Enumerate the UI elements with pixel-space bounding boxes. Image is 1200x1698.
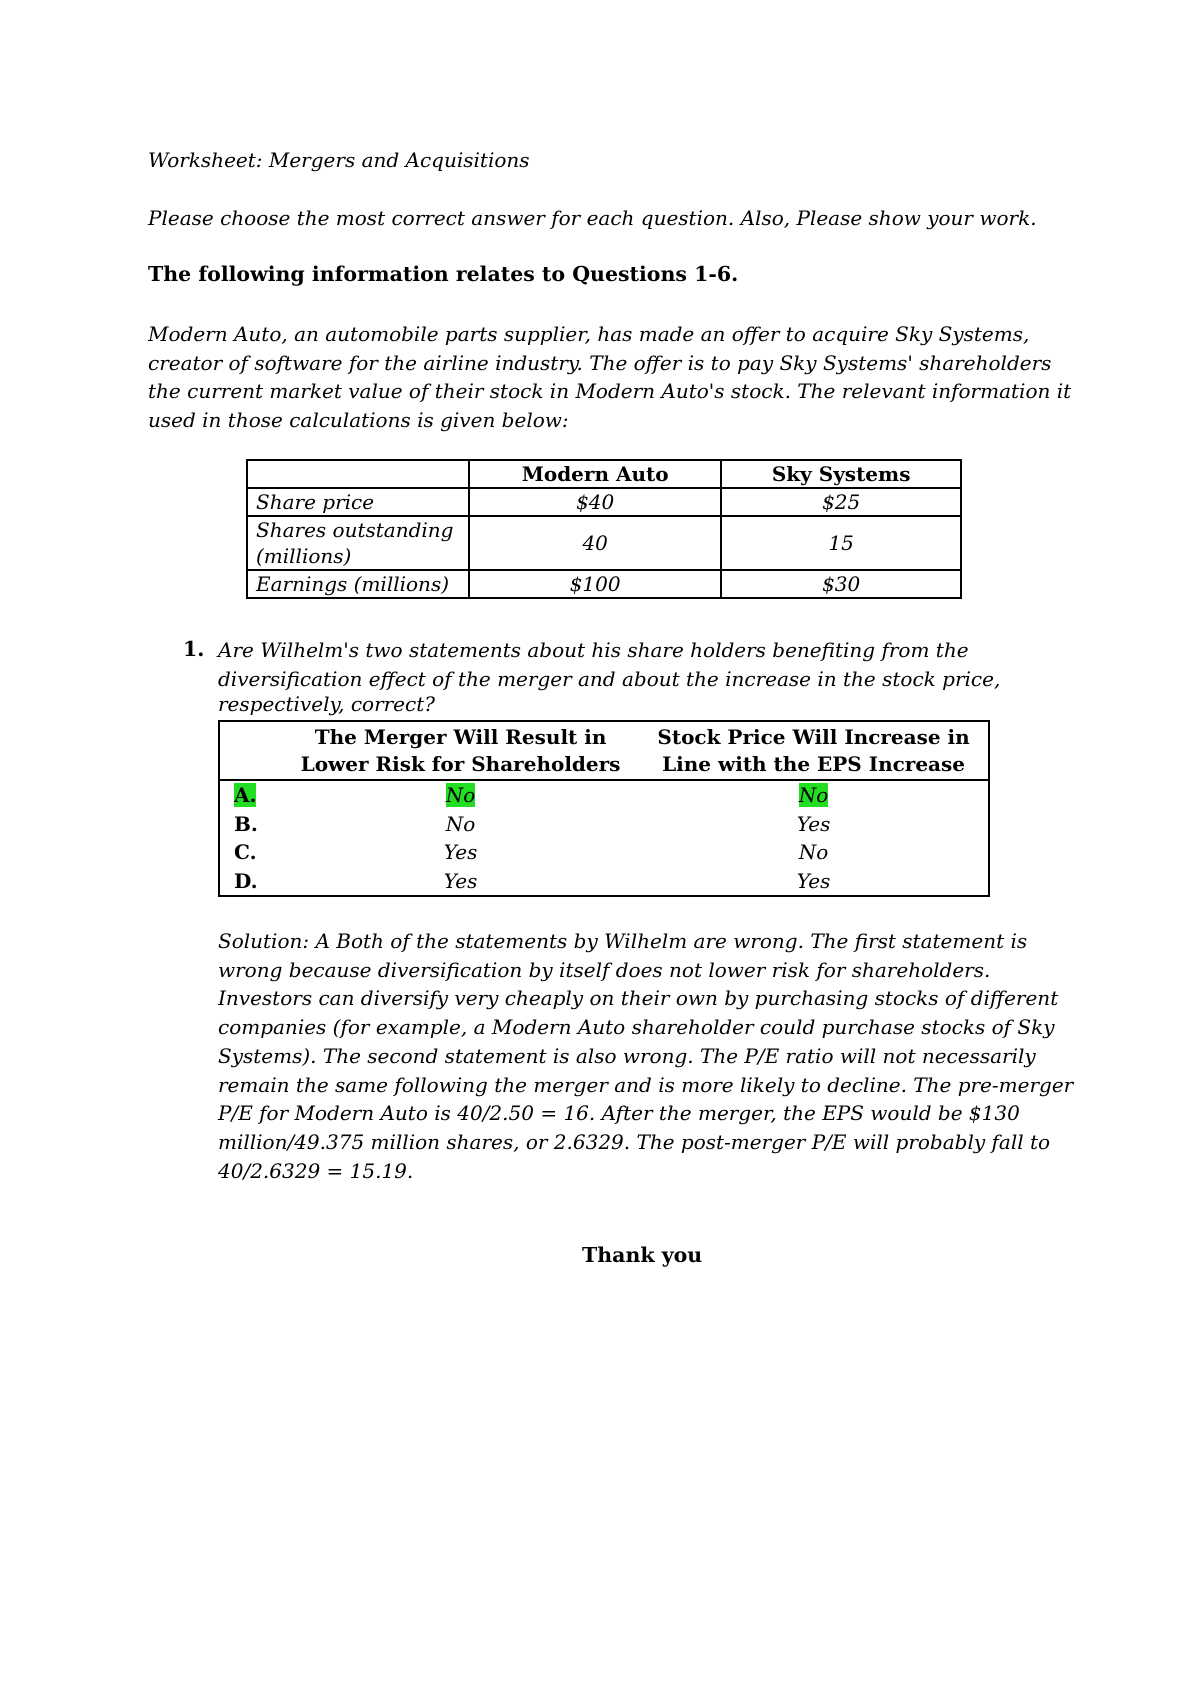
solution-line: Systems). The second statement is also wrong. The P/E ratio will not necessarily [218, 1043, 1036, 1068]
answer-header-lower-risk [282, 721, 639, 780]
question-line: Are Wilhelm's two statements about his share holders benefiting from the [218, 638, 969, 662]
sky-systems-value: 15 [721, 516, 961, 570]
solution-line: remain the same following the merger and is more likely to decline. The pre-merger [218, 1072, 1074, 1097]
table-header-modern-auto: Modern Auto [469, 460, 721, 488]
option-col1: Yes [443, 868, 478, 893]
option-letter: C. [234, 840, 257, 864]
intro-line: the current market value of their stock in Modern Auto's stock. The relevant information it [148, 379, 1072, 404]
solution-line: companies (for example, a Modern Auto shareholder could purchase stocks of Sky [218, 1015, 1055, 1040]
option-col1 [282, 780, 639, 810]
option-col2: Yes [796, 811, 831, 836]
modern-auto-value: $100 [469, 570, 721, 598]
header-line: Stock Price Will Increase in [657, 725, 970, 749]
modern-auto-value: 40 [469, 516, 721, 570]
closing-text: Thank you [582, 1243, 703, 1267]
solution-line: Investors can diversify very cheaply on their own by purchasing stocks of different [218, 986, 1059, 1011]
solution-line: wrong because diversification by itself does not lower risk for shareholders. [218, 957, 991, 982]
table-row [247, 570, 961, 598]
question-number: 1. [183, 637, 205, 661]
answer-option-row [219, 780, 989, 810]
sky-systems-value: $30 [721, 570, 961, 598]
sky-systems-value: $25 [721, 488, 961, 516]
highlight: No [798, 783, 829, 807]
solution-line: million/49.375 million shares, or 2.6329. The post-merger P/E will probably fall to [218, 1129, 1051, 1154]
row-label: Shares outstanding (millions) [247, 516, 469, 570]
section-heading: The following information relates to Questions 1-6. [148, 262, 739, 286]
solution-line: 40/2.6329 = 15.19. [218, 1158, 414, 1183]
company-data-table [246, 459, 962, 599]
worksheet-title: Worksheet: Mergers and Acquisitions [148, 148, 530, 172]
header-line: The Merger Will Result in [314, 725, 607, 749]
solution-line: Solution: A Both of the statements by Wilhelm are wrong. The first statement is [218, 929, 1028, 953]
question-text [218, 636, 1000, 715]
option-col2: No [798, 840, 829, 864]
intro-line: used in those calculations is given below: [148, 408, 569, 433]
answer-option-row [219, 867, 989, 897]
answer-header-row [219, 721, 989, 780]
answer-header-blank [219, 721, 282, 780]
option-letter [219, 780, 282, 810]
answer-option-row [219, 838, 989, 867]
table-header-row [247, 460, 961, 488]
answer-option-row [219, 810, 989, 839]
option-col1: Yes [443, 840, 478, 864]
table-header-sky-systems: Sky Systems [721, 460, 961, 488]
highlight: A. [234, 783, 257, 807]
table-row [247, 516, 961, 570]
instructions: Please choose the most correct answer for each question. Also, Please show your work. [148, 206, 1037, 230]
solution-line: P/E for Modern Auto is 40/2.50 = 16. After the merger, the EPS would be $130 [218, 1101, 1020, 1126]
row-label: Earnings (millions) [247, 570, 469, 598]
answer-header-stock-price [639, 721, 989, 780]
highlight: No [445, 783, 476, 807]
option-col2: Yes [796, 868, 831, 893]
header-line: Line with the EPS Increase [662, 752, 965, 776]
option-letter: B. [234, 811, 258, 836]
option-col2 [639, 780, 989, 810]
question-line: diversification effect of the merger and about the increase in the stock price, [218, 666, 1001, 691]
option-letter: D. [234, 868, 258, 893]
row-label: Share price [247, 488, 469, 516]
header-line: Lower Risk for Shareholders [300, 752, 621, 776]
option-col1: No [445, 811, 476, 836]
solution-paragraph [218, 927, 1073, 1185]
question-line: respectively, correct? [218, 692, 435, 717]
answer-options-table [218, 720, 990, 897]
intro-paragraph [148, 320, 1071, 435]
modern-auto-value: $40 [469, 488, 721, 516]
table-row [247, 488, 961, 516]
table-header-blank [247, 460, 469, 488]
intro-line: creator of software for the airline industry. The offer is to pay Sky Systems' shareholders [148, 350, 1052, 375]
intro-line: Modern Auto, an automobile parts supplier, has made an offer to acquire Sky Systems, [148, 322, 1030, 346]
